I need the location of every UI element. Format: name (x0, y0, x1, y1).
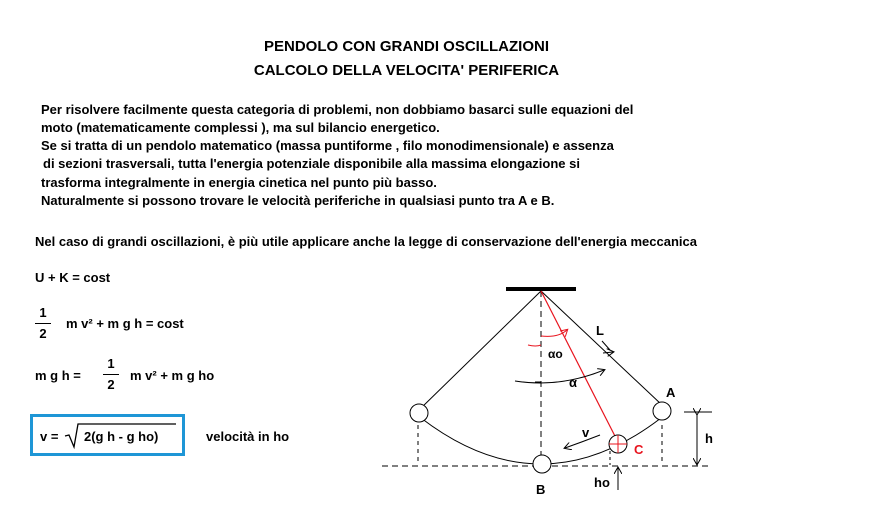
intro-line-5: trasforma integralmente in energia cinetica nel punto più basso. (41, 175, 437, 190)
l-tick (602, 341, 610, 350)
label-alpha0: αo (548, 347, 563, 361)
label-l: L (596, 323, 604, 338)
label-b: B (536, 482, 546, 497)
string-red (541, 291, 619, 444)
alpha-arc (515, 370, 604, 383)
intro-line-1: Per risolvere facilmente questa categoria di problemi, non dobbiamo basarci sulle equazioni del (41, 102, 634, 117)
fraction-numerator: 1 (39, 305, 47, 320)
string-left (419, 291, 541, 410)
equation-3-lhs: m g h = (35, 368, 81, 383)
intro-line-6: Naturalmente si possono trovare le velocità periferiche in qualsiasi punto tra A e B. (41, 193, 555, 208)
label-v: v (582, 425, 590, 440)
equation-2-rest: m v² + m g h = cost (66, 316, 184, 331)
intro-line-2: moto (matematicamente complessi ), ma sul bilancio energetico. (41, 120, 440, 135)
fraction-denominator: 2 (39, 326, 47, 341)
label-a: A (666, 385, 676, 400)
equation-energy-conservation: U + K = cost (35, 270, 111, 285)
mass-b (533, 455, 551, 473)
label-ho: ho (594, 475, 610, 490)
intro-line-3: Se si tratta di un pendolo matematico (massa puntiforme , filo monodimensionale) e assenza (41, 138, 614, 153)
note-line: Nel caso di grandi oscillazioni, è più utile applicare anche la legge di conservazione dell'energia meccanica (35, 234, 697, 249)
velocity-caption: velocità in ho (206, 429, 290, 444)
title-line-1: PENDOLO CON GRANDI OSCILLAZIONI (264, 38, 549, 55)
label-c: C (634, 442, 644, 457)
alpha0-arc-left (528, 345, 541, 346)
equation-3-rest: m v² + m g ho (130, 368, 215, 383)
intro-line-4: di sezioni trasversali, tutta l'energia potenziale disponibile alla massima elongazione si (43, 156, 580, 171)
velocity-radicand: 2(g h - g ho) (84, 429, 159, 444)
fraction-numerator-2: 1 (107, 356, 115, 371)
mass-a (653, 402, 671, 420)
label-h: h (705, 431, 713, 446)
velocity-prefix: v = (40, 429, 59, 444)
fraction-denominator-2: 2 (107, 377, 115, 392)
l-arrow (603, 352, 613, 353)
mass-left (410, 404, 428, 422)
label-alpha: α (569, 375, 577, 390)
title-line-2: CALCOLO DELLA VELOCITA' PERIFERICA (253, 62, 560, 79)
